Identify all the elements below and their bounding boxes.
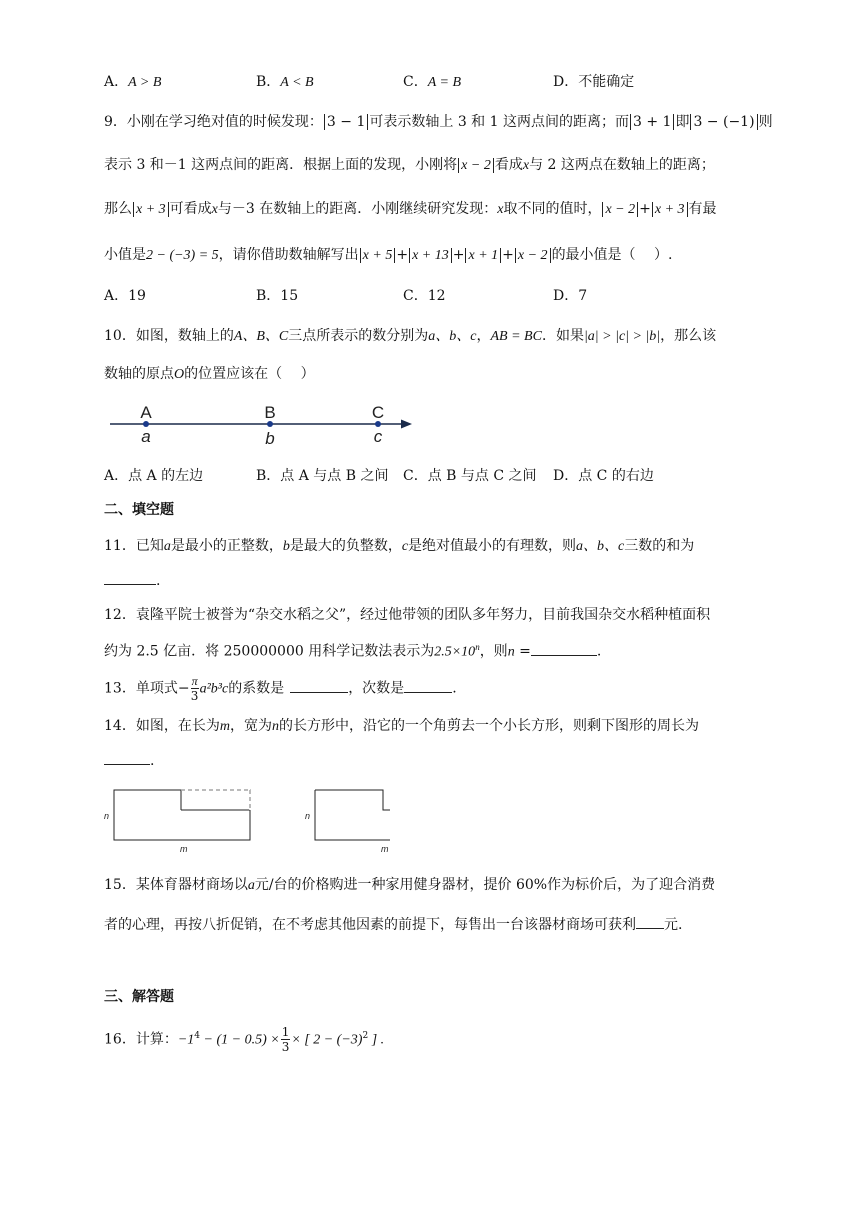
q15-line-2 xyxy=(104,914,682,935)
q9-line-3 xyxy=(104,199,717,220)
q9-var: x xyxy=(211,202,218,217)
q8-option-a-expr: A > B xyxy=(128,75,162,90)
q13-coefficient-blank[interactable] xyxy=(290,678,348,693)
q8-option-c xyxy=(403,72,461,93)
q10-line-2 xyxy=(104,364,315,385)
q13-text: ，次数是 xyxy=(348,680,405,697)
q9-option-d: D．7 xyxy=(553,288,588,304)
q9-option-c: C．12 xyxy=(403,288,446,304)
q11-text: 是最小的正整数， xyxy=(170,538,283,554)
q9-op: + xyxy=(639,201,651,217)
q9-text: 有最 xyxy=(688,201,717,217)
q9-abs-expr: 3 − (−1) xyxy=(690,114,757,130)
q13-text: 的系数是 xyxy=(228,680,285,697)
q12-text: . xyxy=(596,643,602,660)
q9-abs-expr: x + 5 xyxy=(360,248,396,263)
q8-option-a xyxy=(104,72,161,93)
q15-text: 元/台的价格购进一种家用健身器材，提价 60%作为标价后，为了迎合消费 xyxy=(254,877,716,893)
q9-text: 小值是 xyxy=(104,247,146,263)
point-b-label: B xyxy=(264,403,276,422)
figure-label-m: m xyxy=(381,844,389,854)
q14-text: . xyxy=(150,753,155,769)
q8-option-c-expr: A = B xyxy=(427,75,462,90)
q14-text: ，宽为 xyxy=(229,718,272,734)
number-line-figure xyxy=(108,398,418,450)
q10-line-1 xyxy=(104,326,716,347)
q10-text: 数轴的原点 xyxy=(104,366,174,382)
q10-text: ， xyxy=(476,328,491,344)
q10-text: 三点所表示的数分别为 xyxy=(288,328,429,344)
q10-text: 10．如图，数轴上的 xyxy=(104,328,234,344)
q12-line-1: 12．袁隆平院士被誉为“杂交水稻之父”，经过他带领的团队多年努力，目前我国杂交水稻种植面积 xyxy=(104,607,711,623)
q14-text: 14．如图，在长为 xyxy=(104,718,220,734)
q9-abs-expr: x − 2 xyxy=(602,202,638,217)
q10-text: ．如果 xyxy=(541,328,584,344)
q11-text: . xyxy=(156,573,161,589)
q9-abs-expr: x + 1 xyxy=(465,248,501,263)
value-c-label: c xyxy=(373,427,383,446)
q12-text: ，则 xyxy=(479,643,508,660)
q16-exponent: 4 xyxy=(194,1030,201,1041)
q16-exponent: 2 xyxy=(362,1030,369,1041)
q11-text: 是最大的负整数， xyxy=(289,538,402,554)
q9-abs-expr: x + 3 xyxy=(133,202,169,217)
q14-text: 的长方形中，沿它的一个角剪去一个小长方形，则剩下图形的周长为 xyxy=(278,718,699,734)
figure-label-n: n xyxy=(305,811,311,821)
q13-text: 13．单项式 xyxy=(104,680,178,697)
q8-option-a-label: A． xyxy=(104,74,129,90)
q9-op: + xyxy=(452,247,465,263)
rectangle-figure-original xyxy=(104,790,250,854)
q8-option-b xyxy=(256,72,314,93)
figure-label-n: n xyxy=(104,811,110,821)
q16-numerator: 1 xyxy=(281,1025,290,1039)
q11-var: a xyxy=(163,539,171,554)
q11-line-2 xyxy=(104,570,160,591)
q14-answer-blank[interactable] xyxy=(104,750,150,765)
q10-option-a: A．点 A 的左边 xyxy=(104,468,204,484)
q9-text: 取不同的值时， xyxy=(503,201,602,217)
q12-text: = xyxy=(514,643,531,660)
rectangle-figure-cut xyxy=(305,790,390,854)
q13-degree-blank[interactable] xyxy=(404,678,452,693)
q12-answer-blank[interactable] xyxy=(531,641,597,656)
q9-expr: 2 − (−3) = 5 xyxy=(146,248,219,263)
q11-answer-blank[interactable] xyxy=(104,570,156,585)
q11-var: c xyxy=(401,539,409,554)
q10-var: O xyxy=(174,367,185,382)
q10-text: 的位置应该在（ ） xyxy=(184,366,315,382)
point-a-label: A xyxy=(140,403,152,422)
q9-text: 9．小刚在学习绝对值的时候发现： xyxy=(104,114,323,130)
q13-denominator: 3 xyxy=(190,689,199,703)
q10-text: ，那么该 xyxy=(660,328,717,344)
q14-line-2 xyxy=(104,750,154,771)
q10-vars: a、b、c xyxy=(428,329,477,344)
q14-var: n xyxy=(271,719,279,734)
q13-line xyxy=(104,674,457,703)
rectangle-outline xyxy=(114,790,250,840)
q12-exponent: n xyxy=(475,642,480,652)
q10-option-c: C．点 B 与点 C 之间 xyxy=(403,468,537,484)
q12-expr: 2.5×10 xyxy=(434,644,476,660)
q10-points: A、B、C xyxy=(233,329,289,344)
section-heading-fill-blank: 二、填空题 xyxy=(104,502,174,518)
q9-text: 与－3 在数轴上的距离．小刚继续研究发现： xyxy=(217,201,498,217)
arrow-icon xyxy=(401,420,412,429)
q11-line-1 xyxy=(104,536,694,557)
q16-text: 16．计算： xyxy=(104,1031,178,1048)
q9-abs-expr: x − 2 xyxy=(458,158,494,173)
section-heading-solutions: 三、解答题 xyxy=(104,989,174,1005)
q9-line-1 xyxy=(104,112,773,132)
q10-option-d: D．点 C 的右边 xyxy=(553,468,654,484)
q15-text: 15．某体育器材商场以 xyxy=(104,877,248,893)
q9-var: x xyxy=(522,158,530,173)
q11-text: 是绝对值最小的有理数，则 xyxy=(408,538,577,554)
q16-expr: − (1 − 0.5) × xyxy=(200,1032,280,1048)
rectangle-figures xyxy=(100,782,390,854)
remaining-shape-outline xyxy=(315,790,390,840)
q15-var: a xyxy=(247,878,255,893)
q9-text: 那么 xyxy=(104,201,132,217)
q8-option-d: D．不能确定 xyxy=(553,74,635,90)
point-c-label: C xyxy=(371,403,385,422)
q9-option-b: B．15 xyxy=(256,288,299,304)
q15-text: 元. xyxy=(664,917,683,933)
q12-text: 约为 2.5 亿亩．将 250000000 用科学记数法表示为 xyxy=(104,643,435,660)
q14-var: m xyxy=(219,719,230,734)
q9-abs-expr: x + 3 xyxy=(652,202,688,217)
q10-option-b: B．点 A 与点 B 之间 xyxy=(256,468,389,484)
q10-inequality: |a| > |c| > |b| xyxy=(583,329,661,344)
q16-denominator: 3 xyxy=(281,1040,290,1054)
q15-answer-blank[interactable] xyxy=(636,914,664,929)
q9-op: + xyxy=(502,247,514,263)
q9-abs-expr: x + 13 xyxy=(409,248,452,263)
q11-var: b xyxy=(282,539,290,554)
value-b-label: b xyxy=(265,429,275,448)
q9-line-2 xyxy=(104,155,715,176)
q12-line-2 xyxy=(104,637,601,663)
q9-text: 的最小值是（ ）. xyxy=(551,247,673,263)
q16-expr: −1 xyxy=(177,1032,195,1048)
q9-text: 与 2 这两点在数轴上的距离； xyxy=(529,157,715,173)
q9-abs-expr: 3 + 1 xyxy=(630,114,674,130)
q11-text: 三数的和为 xyxy=(624,538,695,554)
value-a-label: a xyxy=(141,427,151,446)
q9-text: 可看成 xyxy=(169,201,212,217)
q13-text: . xyxy=(452,680,457,697)
figure-label-m: m xyxy=(180,844,188,854)
q15-text: 者的心理，再按八折促销，在不考虑其他因素的前提下，每售出一台该器材商场可获利 xyxy=(104,917,636,933)
q9-abs-expr: x − 2 xyxy=(515,248,551,263)
q11-text: 11．已知 xyxy=(104,538,164,554)
q11-vars: a、b、c xyxy=(576,539,625,554)
q9-option-a: A．19 xyxy=(104,288,146,304)
q13-fraction xyxy=(191,674,199,703)
q16-expr: × [ 2 − (−3) xyxy=(291,1032,363,1048)
q16-line xyxy=(104,1025,384,1054)
q13-monomial: a²b³c xyxy=(199,681,229,697)
q9-var: x xyxy=(497,202,504,217)
q9-op: + xyxy=(396,247,409,263)
q9-text: 则 xyxy=(758,114,773,130)
q14-line-1 xyxy=(104,716,699,737)
q8-option-b-label: B． xyxy=(256,74,281,90)
q13-numerator: π xyxy=(191,674,198,688)
q12-var: n xyxy=(507,644,515,660)
q9-text: 表示 3 和－1 这两点间的距离．根据上面的发现，小刚将 xyxy=(104,157,458,173)
q9-text: ，请你借助数轴解写出 xyxy=(218,247,359,263)
q8-option-c-label: C． xyxy=(403,74,428,90)
q10-expr: AB = BC xyxy=(490,329,542,344)
q9-text: 即 xyxy=(675,114,690,130)
q8-option-b-expr: A < B xyxy=(280,75,314,90)
q9-text: 可表示数轴上 3 和 1 这两点间的距离；而 xyxy=(369,114,629,130)
q15-line-1 xyxy=(104,875,715,896)
q9-line-4 xyxy=(104,245,672,266)
q9-text: 看成 xyxy=(494,157,523,173)
q16-fraction xyxy=(281,1025,291,1054)
q9-abs-expr: 3 − 1 xyxy=(324,114,368,130)
q16-expr: ] . xyxy=(368,1032,385,1048)
q13-minus: − xyxy=(177,680,190,697)
